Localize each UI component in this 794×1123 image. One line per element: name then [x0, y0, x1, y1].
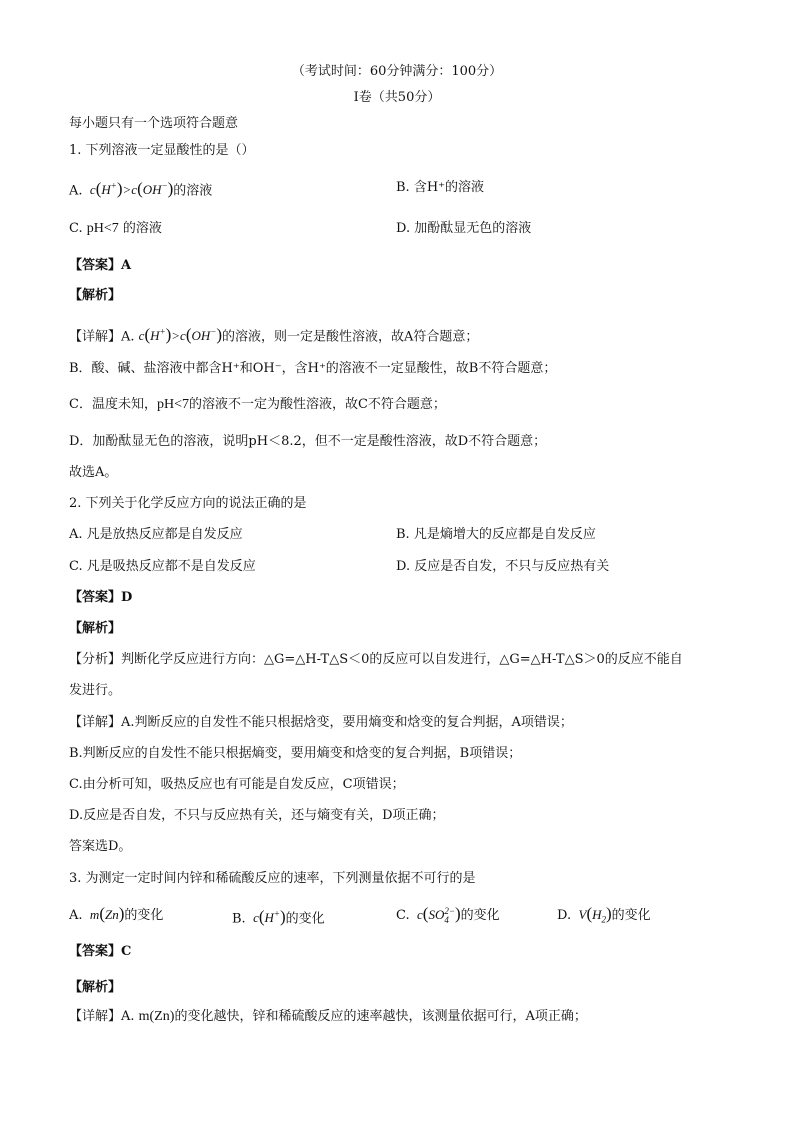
- q3-option-d: [557, 905, 651, 929]
- q2-option-b: B. 凡是熵增大的反应都是自发反应: [396, 527, 596, 542]
- formula-v-h2: $V(H_2)$: [575, 904, 612, 925]
- q1-option-b: B. 含H⁺的溶液: [396, 180, 485, 195]
- q3-option-a-text: 的变化: [124, 908, 164, 923]
- q2-answer: 【答案】D: [69, 590, 133, 605]
- q3-option-b: [232, 905, 325, 928]
- q3-option-a-label: A.: [69, 908, 83, 923]
- q3-option-c: [396, 905, 500, 925]
- instructions: 每小题只有一个选项符合题意: [69, 116, 239, 131]
- detail-label: 【详解】A.: [69, 329, 135, 345]
- q2-option-d: D. 反应是否自发，不只与反应热有关: [396, 559, 610, 574]
- formula-m-zn: m(Zn): [86, 904, 125, 923]
- q2-detail-d: D.反应是否自发，不只与反应热有关，还与熵变有关，D项正确；: [69, 808, 445, 823]
- formula-ph: pH<7: [86, 221, 119, 236]
- q1-analysis-label: 【解析】: [69, 288, 122, 303]
- q3-option-d-label: D.: [557, 908, 572, 923]
- q3-option-c-text: 的变化: [460, 908, 500, 923]
- q1-option-d: D. 加酚酞显无色的溶液: [396, 221, 532, 236]
- q2-fenxi-line2: 发进行。: [69, 683, 122, 698]
- formula-m-zn-detail: m(Zn): [138, 1009, 175, 1024]
- q2-analysis-label: 【解析】: [69, 621, 122, 636]
- option-c-text: 的溶液: [122, 221, 162, 236]
- q3-answer: 【答案】C: [69, 944, 132, 959]
- q3-analysis-label: 【解析】: [69, 980, 122, 995]
- q1-option-c: [69, 220, 162, 238]
- formula-c-so4: c(SO2− 4 ): [413, 904, 461, 926]
- q3-option-b-label: B.: [232, 911, 246, 927]
- q3-option-a: [69, 905, 163, 925]
- q3-option-b-text: 的变化: [285, 911, 325, 927]
- formula-h-gt-oh: c(H+)>c(OH−): [86, 179, 174, 199]
- formula-h-gt-oh-detail: c(H+)>c(OH−): [138, 325, 223, 345]
- q2-detail-a: 【详解】A.判断反应的自发性不能只根据焓变，要用熵变和焓变的复合判据，A项错误；: [69, 715, 573, 730]
- q1-detail-a: [69, 323, 478, 346]
- q3-detail-a: [69, 1008, 587, 1026]
- q2-conclusion: 答案选D。: [69, 839, 132, 854]
- option-a-text: 的溶液: [173, 183, 213, 199]
- formula-c-h: c(H+): [249, 907, 286, 927]
- q1-stem: 1. 下列溶液一定显酸性的是（）: [69, 143, 255, 158]
- q3-stem: 3. 为测定一定时间内锌和稀硫酸反应的速率，下列测量依据不可行的是: [69, 871, 476, 886]
- q2-stem: 2. 下列关于化学反应方向的说法正确的是: [69, 496, 307, 511]
- q2-detail-c: C.由分析可知，吸热反应也有可能是自发反应，C项错误；: [69, 777, 405, 792]
- q3-option-c-label: C.: [396, 908, 410, 923]
- q1-detail-c: [69, 396, 446, 414]
- q1-answer: 【答案】A: [69, 258, 132, 273]
- q1-detail-d: D．加酚酞显无色的溶液，说明pH＜8.2，但不一定是酸性溶液，故D不符合题意；: [69, 434, 547, 449]
- exam-time-note: （考试时间：60分钟满分：100分）: [291, 64, 503, 79]
- detail-c-prefix: C．温度未知，: [69, 397, 157, 412]
- option-a-label: A.: [69, 183, 83, 199]
- detail-a-text: 的溶液，则一定是酸性溶液，故A符合题意；: [222, 329, 479, 345]
- q3-detail-text: 的变化越快，锌和稀硫酸反应的速率越快，该测量依据可行，A项正确；: [174, 1009, 587, 1024]
- q2-option-a: A. 凡是放热反应都是自发反应: [69, 527, 243, 542]
- q1-option-a: [69, 177, 212, 200]
- q1-detail-b: B．酸、碱、盐溶液中都含H⁺和OH⁻，含H⁺的溶液不一定显酸性，故B不符合题意；: [69, 361, 557, 376]
- q1-conclusion: 故选A。: [69, 465, 118, 480]
- q2-option-c: C. 凡是吸热反应都不是自发反应: [69, 559, 256, 574]
- formula-ph-detail: pH<7: [156, 397, 189, 412]
- volume-title: Ⅰ卷（共50分）: [353, 90, 441, 105]
- q2-fenxi-line1: 【分析】判断化学反应进行方向：△G=△H-T△S＜0的反应可以自发进行，△G=△H-T△S＞0的反应不能自: [69, 652, 683, 667]
- q3-option-d-text: 的变化: [611, 908, 651, 923]
- q3-detail-label: 【详解】A.: [69, 1009, 135, 1024]
- option-c-label: C.: [69, 221, 83, 236]
- detail-c-suffix: 的溶液不一定为酸性溶液，故C不符合题意；: [188, 397, 446, 412]
- q2-detail-b: B.判断反应的自发性不能只根据熵变，要用熵变和焓变的复合判据，B项错误；: [69, 746, 522, 761]
